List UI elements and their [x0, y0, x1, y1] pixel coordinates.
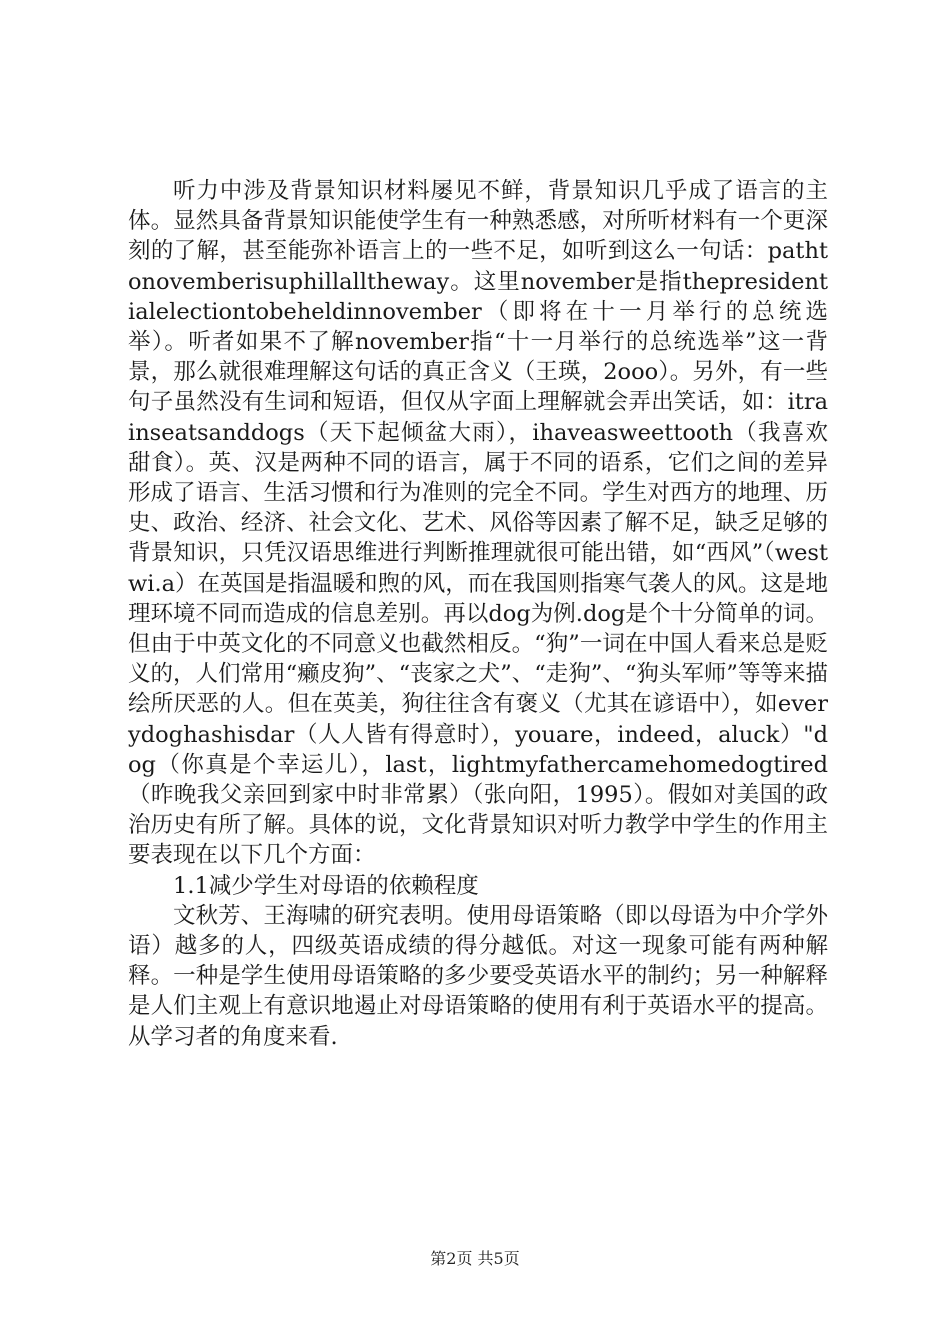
document-body — [128, 176, 828, 1052]
body-paragraph: 听力中涉及背景知识材料屡见不鲜，背景知识几乎成了语言的主体。显然具备背景知识能使学生有一种熟悉感，对所听材料有一个更深刻的了解，甚至能弥补语言上的一些不足，如听到这么一句话：pathtonovemberisuphillalltheway。这里november是指thepresidentialelectiontobeheldinnovember（即将在十一月举行的总统选举）。听者如果不了解november指“十一月举行的总统选举”这一背景，那么就很难理解这句话的真正含义（王瑛，2ooo）。另外，有一些句子虽然没有生词和短语，但仅从字面上理解就会弄出笑话，如：itrainseatsanddogs（天下起倾盆大雨），ihaveasweettooth（我喜欢甜食）。英、汉是两种不同的语言，属于不同的语系，它们之间的差异形成了语言、生活习惯和行为准则的完全不同。学生对西方的地理、历史、政治、经济、社会文化、艺术、风俗等因素了解不足，缺乏足够的背景知识，只凭汉语思维进行判断推理就很可能出错，如“西风”（westwi.a）在英国是指温暖和煦的风，而在我国则指寒气袭人的风。这是地理环境不同而造成的信息差别。再以dog为例.dog是个十分简单的词。但由于中英文化的不同意义也截然相反。“狗”一词在中国人看来总是贬义的，人们常用“癞皮狗”、“丧家之犬”、“走狗”、“狗头军师”等等来描绘所厌恶的人。但在英美，狗往往含有褒义（尤其在谚语中），如everydoghashisdar（人人皆有得意时），youare，indeed，aluck）"dog（你真是个幸运儿），last，lightmyfathercamehomedogtired（昨晚我父亲回到家中时非常累）（张向阳，1995）。假如对美国的政治历史有所了解。具体的说，文化背景知识对听力教学中学生的作用主要表现在以下几个方面： — [128, 178, 828, 869]
section-heading: 1.1减少学生对母语的依赖程度 — [173, 872, 479, 899]
page-number-footer: 第2页 共5页 — [430, 1249, 520, 1268]
body-paragraph: 文秋芳、王海啸的研究表明。使用母语策略（即以母语为中介学外语）越多的人，四级英语成绩的得分越低。对这一现象可能有两种解释。一种是学生使用母语策略的多少要受英语水平的制约；另一种解释是人们主观上有意识地遏止对母语策略的使用有利于英语水平的提高。从学习者的角度来看. — [128, 902, 828, 1050]
